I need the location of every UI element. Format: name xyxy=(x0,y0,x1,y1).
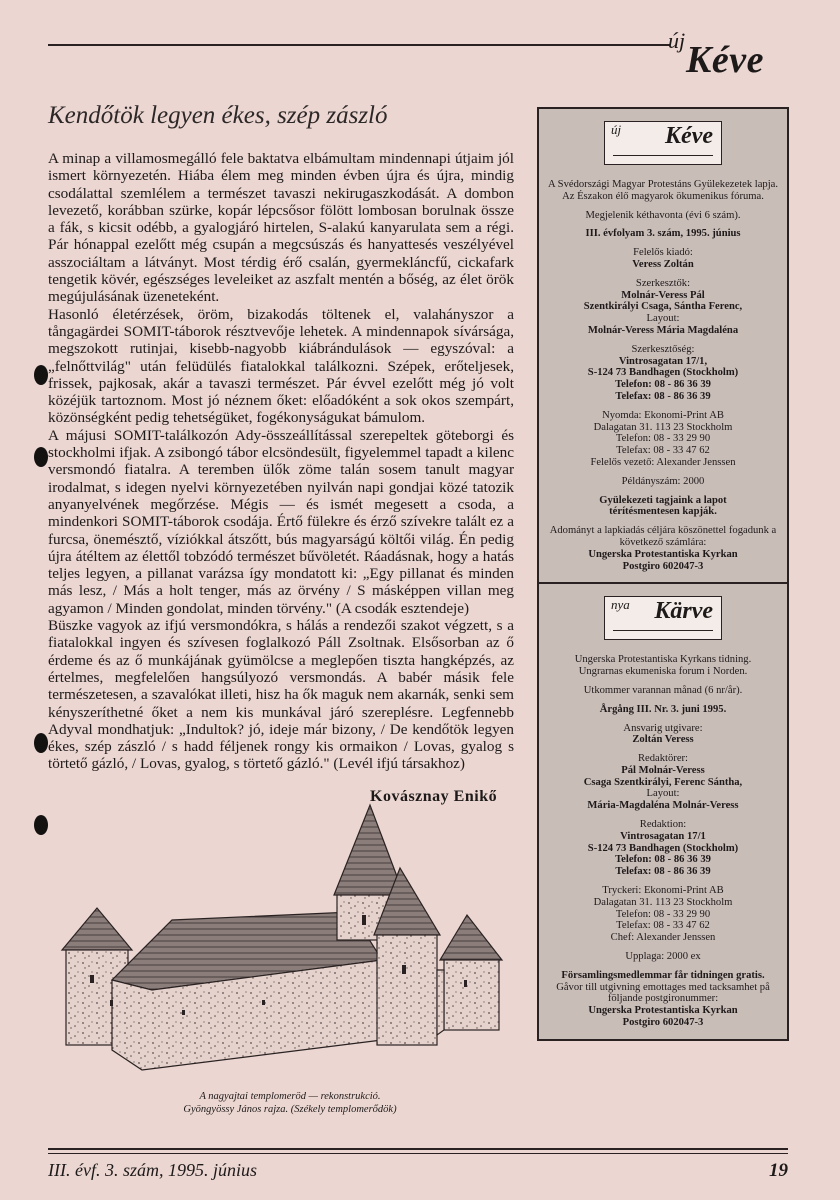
colophon-line: Redaktion: xyxy=(639,819,687,831)
colophon-spacer xyxy=(547,678,779,685)
header-rule xyxy=(48,44,670,46)
colophon-spacer xyxy=(547,403,779,410)
colophon-spacer xyxy=(547,746,779,753)
colophon-spacer xyxy=(547,203,779,210)
masthead-keve: Kéve xyxy=(686,39,764,81)
fortified-church-illustration xyxy=(52,800,522,1085)
article-paragraph: Hasonló életérzések, öröm, bizakodás töltenek el, valahányszor a tångagärdei SOMIT-táborok résztvevője lehetek. A mindennapok sívársága, megszokott rutinjai, kisebb-nagyobb kiábrándulások — egyszóval: a „felnőttvilág" után felüdülés fiatalokkal találkozni. Szépek, erőteljesek, frissek, pajkosak, akár a tavaszi természet. Pár évvel ezelőtt még jó volt közéjük tartoznom. Most jó néznem őket: előadóként a sok okos szempárt, közönségként pedig tehetségüket, fogékonyságukat bámulom. xyxy=(48,305,514,427)
colophon-line: Felelős vezető: Alexander Jenssen xyxy=(590,456,736,468)
colophon-line: Layout: xyxy=(646,313,680,325)
colophon-line: Felelős kiadó: xyxy=(633,247,693,259)
colophon-line: Mária-Magdaléna Molnár-Veress xyxy=(587,800,739,812)
colophon-line: Telefax: 08 - 33 47 62 xyxy=(616,920,710,932)
punch-hole xyxy=(34,733,48,753)
colophon-box-keve xyxy=(539,109,787,582)
article-paragraph: A májusi SOMIT-találkozón Ady-összeállítással szerepeltek göteborgi és stockholmi ifjak. A zsibongó tábor elcsöndesült, figyelemmel tapadt a kilenc versmondó fiatalra. A teremben ülők zöme talán sosem tanult magyar irodalmat, s idegen nyelvi környezetében nyilván napi gondjai közé tatozik anyanyelvének megőrzése. Mégis — és ismét megesett a csoda, a mindenkori SOMIT-táborok csodája. Értő fülekre és érző szívekre talált ez a furcsa, önemésztő, víziókkal átszőtt, bús magyarságú költői világ. Én pedig újra átéltem az élettől tobzódó természet bűvöletét. Ráadásnak, hogy a hatás teljes legyen, a pillanat varázsa így mondatott ki: „Egy pillanat és minden más lesz, / Más a holt tenger, más az örvény / S másképpen villan meg agyamon / Minden gondolat, minden törvény." (A csodák esztendeje) xyxy=(48,426,514,617)
colophon-spacer xyxy=(547,221,779,228)
colophon-spacer xyxy=(547,240,779,247)
colophon-line: Postgiro 602047-3 xyxy=(622,560,704,572)
footer-rule xyxy=(48,1153,788,1154)
colophon-spacer xyxy=(547,697,779,704)
colophon-line: Példányszám: 2000 xyxy=(621,475,705,487)
logo-big-text: Kärve xyxy=(654,598,713,625)
colophon-spacer xyxy=(547,469,779,476)
colophon-line: Nyomda: Ekonomi-Print AB xyxy=(602,409,724,421)
caption-line: Gyöngyössy János rajza. (Székely templomerődök) xyxy=(183,1104,397,1115)
caption-line: A nagyajtai templomeröd — rekonstrukció. xyxy=(199,1091,381,1102)
colophon-line: Ungerska Protestantiska Kyrkans tidning. xyxy=(574,654,752,666)
colophon-lines xyxy=(547,654,779,1029)
colophon-line: Telefax: 08 - 86 36 39 xyxy=(615,390,711,402)
colophon-line: Adományt a lapkiadás céljára köszönettel fogadunk a következő számlára: xyxy=(549,525,777,548)
colophon-line: Molnár-Veress Pál xyxy=(621,289,705,301)
illustration-caption xyxy=(120,1090,460,1116)
masthead-logo xyxy=(668,22,798,82)
colophon-line: Upplaga: 2000 ex xyxy=(625,951,701,963)
colophon-line: Szentkirályi Csaga, Sántha Ferenc, xyxy=(583,301,743,313)
colophon-line: Dalagatan 31. 113 23 Stockholm xyxy=(593,421,733,433)
article-paragraph: Büszke vagyok az ifjú versmondókra, s hálás a rendezői szakot végzett, s a fiatalokkal ingyen és szívesen foglalkozó Páll Zsoltnak. Elsősorban az ő érdeme és az ő munkájának gyümölcse a meglepően tiszta hangképzés, az értelmes, megfelelően hangsúlyozó versmondás. A babér másik fele természetesen, a szavalókat illeti, hisz ha ők maguk nem akarnák, senki sem kényszeríthetné őket a nem kis munkával járó szereplésre. Legfennebb Adyval mondhatjuk: „Indultok? jó, ideje már bizony, / De kendőtök legyen ékes, szép zászló / s hadd féljenek rongy kis ormaikon / Lovas, gyalog s törtető gázló, / Lovas, gyalog, s törtető gázló." (Levél ifjú társakhoz) xyxy=(48,617,514,773)
colophon-line: Dalagatan 31. 113 23 Stockholm xyxy=(593,896,733,908)
colophon-line: Tryckeri: Ekonomi-Print AB xyxy=(602,885,724,897)
colophon-line: Telefon: 08 - 86 36 39 xyxy=(615,854,711,866)
colophon-line: Vintrosagatan 17/1 xyxy=(620,830,706,842)
colophon-line: Chef: Alexander Jenssen xyxy=(610,932,716,944)
footer-issue: III. évf. 3. szám, 1995. június xyxy=(48,1160,257,1180)
uj-keve-logo xyxy=(604,121,722,165)
colophon-line: Megjelenik kéthavonta (évi 6 szám). xyxy=(585,209,741,221)
colophon-line: Ungrarnas ekumeniska forum i Norden. xyxy=(578,666,748,678)
colophon-line: Pál Molnár-Veress xyxy=(621,764,705,776)
colophon-line: S-124 73 Bandhagen (Stockholm) xyxy=(587,842,739,854)
article-paragraph: A minap a villamosmegálló fele baktatva elbámultam mindennapi útjaim jól ismert környezetén. Hiába élem meg minden évben újra és újra, mindig csodálattal szemlélem a természet tavaszi nekirugaszkodását. A dombon levezető, korábban szürke, kopár lépcsősor fölött lombosan borulnak össze a fák, s kicsit odébb, a gyalogjáró hirtelen, S-alakú kanyarulata sem a régi. Pár hónappal ezelőtt még csupán a megcsúszás és hanyattesés veszélyével asszociáltam a látványt. Most térdig érő csalán, gyermekláncfű, cickafark tengetik kövér, egészséges leveleiket az aszfalt mentén a bőség, az élet örök megújulásának üzeneteként. xyxy=(48,150,514,306)
colophon-line: Telefax: 08 - 33 47 62 xyxy=(616,445,710,457)
colophon-line: S-124 73 Bandhagen (Stockholm) xyxy=(587,367,739,379)
article-author: Kovásznay Enikő xyxy=(370,788,498,805)
colophon-spacer xyxy=(547,518,779,525)
colophon-spacer xyxy=(547,337,779,344)
colophon-spacer xyxy=(547,716,779,723)
colophon-line: Årgång III. Nr. 3. juni 1995. xyxy=(599,703,727,715)
colophon-line: Telefon: 08 - 86 36 39 xyxy=(615,379,711,391)
colophon-line: Telefax: 08 - 86 36 39 xyxy=(615,866,711,878)
logo-small-text: nya xyxy=(611,597,630,613)
masthead-uj: új xyxy=(668,28,686,53)
colophon-spacer xyxy=(547,944,779,951)
punch-hole xyxy=(34,815,48,835)
colophon-line: Ansvarig utgivare: xyxy=(623,722,703,734)
logo-big-text: Kéve xyxy=(665,123,713,149)
colophon-line: Vintrosagatan 17/1, xyxy=(618,355,708,367)
colophon-line: Molnár-Veress Mária Magdaléna xyxy=(587,324,739,336)
colophon-spacer xyxy=(547,488,779,495)
colophon-line: Szerkesztőség: xyxy=(631,343,695,355)
colophon-line: Redaktörer: xyxy=(637,753,688,765)
colophon-spacer xyxy=(547,963,779,970)
nya-karve-logo xyxy=(604,596,722,640)
colophon-line: Utkommer varannan månad (6 nr/år). xyxy=(583,684,743,696)
page-number: 19 xyxy=(769,1160,788,1181)
colophon-line: Az Északon élő magyarok ökumenikus fóruma. xyxy=(562,190,764,202)
logo-rule xyxy=(613,630,713,631)
colophon-sidebar xyxy=(537,107,789,1041)
colophon-line: Veress Zoltán xyxy=(632,258,694,270)
punch-hole xyxy=(34,447,48,467)
colophon-line: Gåvor till utgivning emottages med tacksamhet på följande postgironummer: xyxy=(556,981,770,1005)
colophon-line: A Svédországi Magyar Protestáns Gyülekezetek lapja. xyxy=(547,179,779,190)
colophon-line: Csaga Szentkirályi, Ferenc Sántha, xyxy=(583,776,743,788)
colophon-spacer xyxy=(547,812,779,819)
article-title: Kendőtök legyen ékes, szép zászló xyxy=(48,102,388,129)
colophon-line: Församlingsmedlemmar får tidningen gratis. xyxy=(561,969,765,981)
article-body xyxy=(48,150,514,773)
logo-rule xyxy=(613,155,713,156)
colophon-line: Layout: xyxy=(646,788,680,800)
colophon-line: III. évfolyam 3. szám, 1995. június xyxy=(585,228,741,240)
colophon-spacer xyxy=(547,878,779,885)
colophon-line: Telefon: 08 - 33 29 90 xyxy=(615,433,711,445)
colophon-line: Ungerska Protestantiska Kyrkan xyxy=(588,548,738,560)
colophon-lines xyxy=(547,179,779,572)
logo-small-text: új xyxy=(611,122,622,137)
colophon-spacer xyxy=(547,271,779,278)
colophon-line: Szerkesztők: xyxy=(635,277,691,289)
colophon-line: Telefon: 08 - 33 29 90 xyxy=(615,908,711,920)
footer-rule xyxy=(48,1148,788,1150)
colophon-line: Postgiro 602047-3 xyxy=(622,1017,704,1029)
punch-hole xyxy=(34,365,48,385)
colophon-line: Zoltán Veress xyxy=(632,734,694,746)
colophon-line: térítésmentesen kapják. xyxy=(609,506,717,518)
colophon-box-karve xyxy=(539,582,787,1039)
colophon-line: Ungerska Protestantiska Kyrkan xyxy=(588,1005,738,1017)
colophon-line: Gyülekezeti tagjaink a lapot xyxy=(599,494,727,506)
